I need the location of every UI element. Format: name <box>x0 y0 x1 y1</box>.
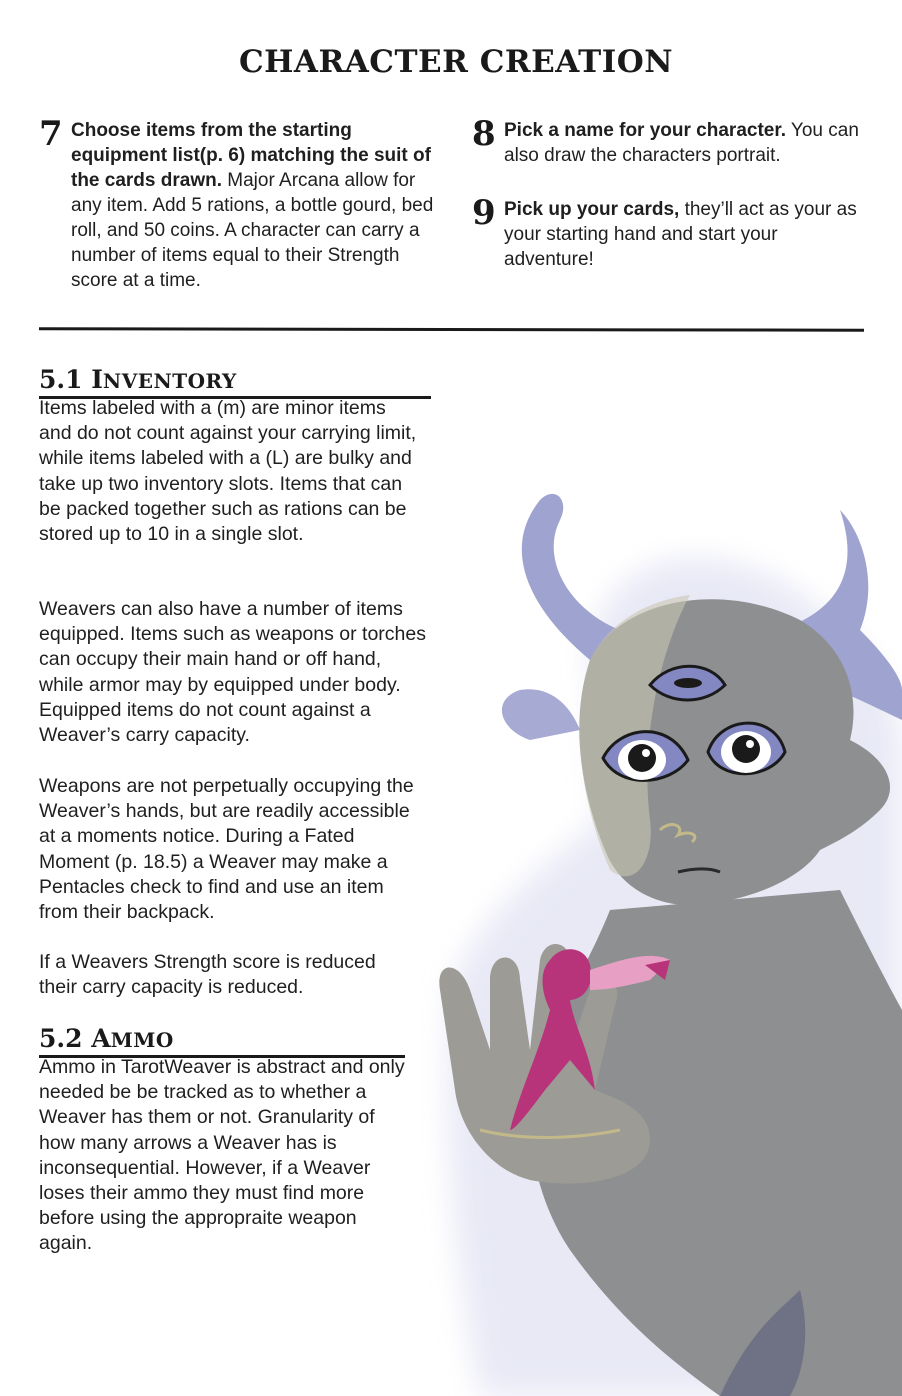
inventory-paragraph: If a Weavers Strength score is reduced their carry capacity is reduced. <box>39 951 376 999</box>
section-rest: NVENTORY <box>102 369 237 393</box>
creature-illustration <box>420 490 902 1396</box>
left-horn <box>522 494 620 660</box>
step-number: 9 <box>472 193 496 233</box>
section-number: 5.1 <box>39 365 92 394</box>
inventory-heading <box>39 366 431 399</box>
section-number: 5.2 <box>39 1024 92 1053</box>
step-text <box>71 118 443 293</box>
section-cap: A <box>91 1024 111 1053</box>
ammo-paragraph: Ammo in TarotWeaver is abstract and only needed be be tracked as to whether a Weaver has them or not. Granularity of how many arrows a Weaver has is inconsequential. However, if a Weaver loses their ammo they must find more before using the appropraite weapon again. <box>39 1056 405 1255</box>
step-bold-text: Choose items from the starting equipment list(p. 6) matching the suit of the cards drawn. <box>71 120 431 191</box>
step-body-text: You can also draw the characters portrait. <box>504 120 859 166</box>
section-divider <box>39 327 864 331</box>
step-bold-text: Pick a name for your character. <box>504 120 786 141</box>
section-cap: I <box>91 365 103 394</box>
step-number: 7 <box>39 114 63 154</box>
page-title: CHARACTER CREATION <box>238 44 674 80</box>
inventory-paragraph: Weavers can also have a number of items equipped. Items such as weapons or torches can occupy their main hand or off hand, while armor may by equipped under body. Equipped items do not count against a Weaver’s carry capacity. <box>39 598 426 747</box>
step-bold-text: Pick up your cards, <box>504 199 680 220</box>
inventory-paragraph: Items labeled with a (m) are minor items and do not count against your carrying limit, while items labeled with a (L) are bulky and take up two inventory slots. Items that can be packed together such as rations can be stored up to 10 in a single slot. <box>39 397 417 546</box>
step-number: 8 <box>472 114 496 154</box>
step-text <box>504 197 864 272</box>
inventory-paragraph: Weapons are not perpetually occupying the Weaver’s hands, but are readily accessible at a moments notice. During a Fated Moment (p. 18.5) a Weaver may make a Pentacles check to find and use an item from their backpack. <box>39 775 414 924</box>
step-body-text: they’ll act as your as your starting hand and start your adventure! <box>504 199 857 270</box>
step-text <box>504 118 864 168</box>
ammo-heading <box>39 1025 405 1058</box>
section-rest: MMO <box>110 1028 174 1052</box>
step-body-text: Major Arcana allow for any item. Add 5 rations, a bottle gourd, bed roll, and 50 coins. A character can carry a number of items equal to their Strength score at a time. <box>71 170 434 291</box>
